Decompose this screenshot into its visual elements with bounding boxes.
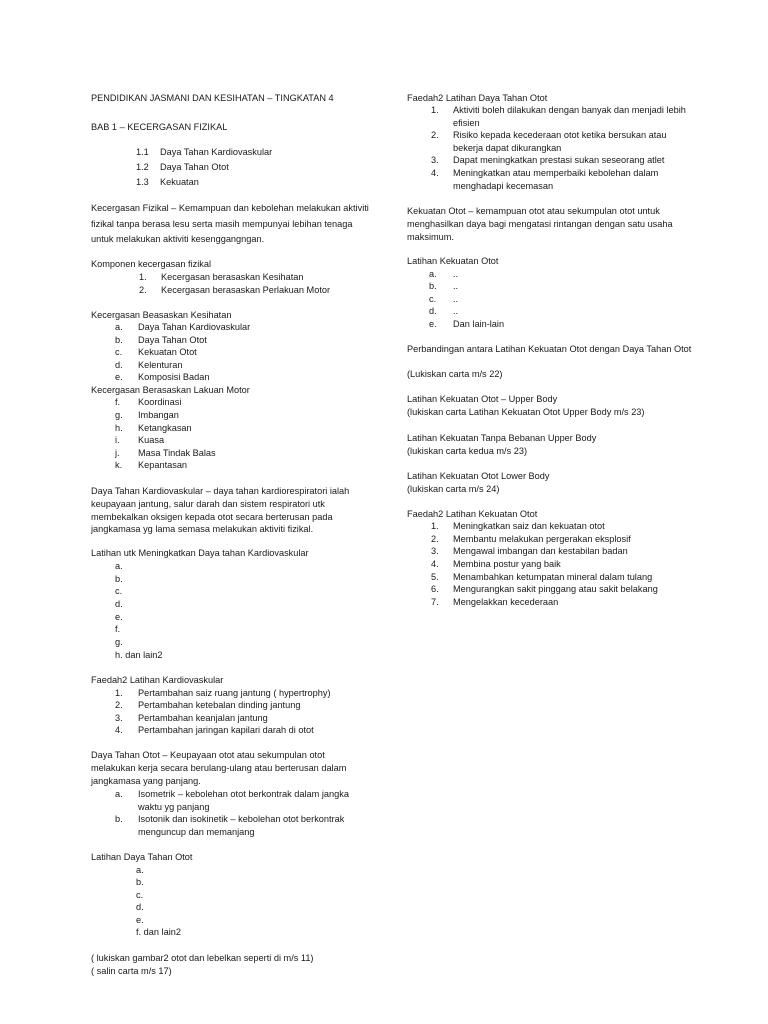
list-item: b. xyxy=(136,877,144,887)
section-heading: Faedah2 Latihan Daya Tahan Otot xyxy=(407,93,548,103)
list-item: Pertambahan jaringan kapilari darah di otot xyxy=(138,725,314,735)
list-number: c. xyxy=(115,347,123,357)
list-number: g. xyxy=(115,410,123,420)
list-item: Membantu melakukan pergerakan eksplosif xyxy=(453,534,631,544)
list-number: 1. xyxy=(115,688,123,698)
note: (Lukiskan carta m/s 22) xyxy=(407,369,503,379)
kardio-definition: Daya Tahan Kardiovaskular – daya tahan kardiorespiratori ialah keupayaan jantung, salur darah dan sistem respiratori utk membekalkan oksigen kepada otot secara berterusan pada jangkamasa yg lama semasa melakukan aktiviti fizikal. xyxy=(91,486,350,535)
section-heading: Latihan Kekuatan Otot Lower Body xyxy=(407,471,550,481)
list-number: 4. xyxy=(431,168,439,178)
list-number: 1. xyxy=(431,105,439,115)
section-heading: Faedah2 Latihan Kardiovaskular xyxy=(91,675,224,685)
otot-definition: Daya Tahan Otot – Keupayaan otot atau sekumpulan otot melakukan kerja secara berulang-ulang atau berterusan dalam jangkamasa yang panjang. xyxy=(91,750,347,786)
subtopic-item: Daya Tahan Kardiovaskular xyxy=(160,147,273,157)
list-item: f. xyxy=(115,624,121,634)
subtopic-item: Daya Tahan Otot xyxy=(160,162,229,172)
list-item: Mengelakkan kecederaan xyxy=(453,597,559,607)
list-number: 7. xyxy=(431,597,439,607)
kekuatan-definition: Kekuatan Otot – kemampuan otot atau sekumpulan otot untuk menghasilkan daya bagi mengatasi rintangan dengan satu usaha maksimum. xyxy=(407,206,673,242)
list-item: Pertambahan ketebalan dinding jantung xyxy=(138,700,301,710)
list-number: 6. xyxy=(431,584,439,594)
section-heading: Komponen kecergasan fizikal xyxy=(91,259,212,269)
list-item: Aktiviti boleh dilakukan dengan banyak dan menjadi lebih efisien xyxy=(453,105,686,128)
section-heading: Latihan Kekuatan Tanpa Bebanan Upper Body xyxy=(407,433,597,443)
list-number: f. xyxy=(115,397,121,407)
list-item: e. xyxy=(115,612,123,622)
list-number: a. xyxy=(429,269,437,279)
list-number: b. xyxy=(115,335,123,345)
list-item: f. dan lain2 xyxy=(136,927,181,937)
note: (lukiskan carta m/s 24) xyxy=(407,484,500,494)
list-item: g. xyxy=(115,637,123,647)
document-title: PENDIDIKAN JASMANI DAN KESIHATAN – TINGKATAN 4 xyxy=(91,93,334,103)
list-number: b. xyxy=(115,814,123,824)
list-number: a. xyxy=(115,322,123,332)
list-number: d. xyxy=(115,360,123,370)
list-number: 2. xyxy=(115,700,123,710)
kecergasan-definition: Kecergasan Fizikal – Kemampuan dan kebolehan melakukan aktiviti fizikal tanpa berasa lesu serta masih mempunyai lebihan tenaga untuk melakukan aktiviti kesenggangngan. xyxy=(91,203,369,244)
list-item: c. xyxy=(136,890,144,900)
section-heading: Latihan Daya Tahan Otot xyxy=(91,852,193,862)
list-number: 2. xyxy=(431,130,439,140)
list-item: Kekuatan Otot xyxy=(138,347,197,357)
list-item: a. xyxy=(115,561,123,571)
list-number: j. xyxy=(115,448,120,458)
list-number: 4. xyxy=(115,725,123,735)
section-heading: Latihan Kekuatan Otot – Upper Body xyxy=(407,394,558,404)
chapter-heading: BAB 1 – KECERGASAN FIZIKAL xyxy=(91,122,228,132)
list-item: Mengawal imbangan dan kestabilan badan xyxy=(453,546,628,556)
list-number: i. xyxy=(115,435,120,445)
section-heading: Kecergasan Beasaskan Kesihatan xyxy=(91,310,232,320)
list-number: 3. xyxy=(431,155,439,165)
list-item: Ketangkasan xyxy=(138,423,192,433)
list-item: Dapat meningkatkan prestasi sukan seseorang atlet xyxy=(453,155,665,165)
list-item: Membina postur yang baik xyxy=(453,559,561,569)
section-heading: Kecergasan Berasaskan Lakuan Motor xyxy=(91,385,250,395)
list-number: d. xyxy=(429,306,437,316)
list-item: Pertambahan keanjalan jantung xyxy=(138,713,268,723)
list-item: .. xyxy=(453,306,459,316)
list-number: k. xyxy=(115,460,123,470)
list-number: c. xyxy=(429,294,437,304)
subtopic-number: 1.1 xyxy=(136,147,149,157)
list-item: Kecergasan berasaskan Kesihatan xyxy=(161,272,304,282)
list-number: 5. xyxy=(431,572,439,582)
section-heading: Latihan Kekuatan Otot xyxy=(407,256,499,266)
list-item: Pertambahan saiz ruang jantung ( hypertrophy) xyxy=(138,688,331,698)
note: ( lukiskan gambar2 otot dan lebelkan seperti di m/s 11) xyxy=(91,953,314,963)
list-number: b. xyxy=(429,281,437,291)
list-item: h. dan lain2 xyxy=(115,650,163,660)
list-number: 3. xyxy=(115,713,123,723)
list-item: .. xyxy=(453,281,459,291)
list-item: d. xyxy=(115,599,123,609)
list-item: b. xyxy=(115,574,123,584)
list-number: a. xyxy=(115,789,123,799)
list-item: a. xyxy=(136,865,144,875)
note: (lukiskan carta kedua m/s 23) xyxy=(407,446,527,456)
list-item: Risiko kepada kecederaan otot ketika bersukan atau bekerja dapat dikurangkan xyxy=(453,130,667,153)
list-number: e. xyxy=(429,319,437,329)
list-number: 2. xyxy=(139,285,147,295)
list-item: Daya Tahan Kardiovaskular xyxy=(138,322,251,332)
list-item: Kepantasan xyxy=(138,460,188,470)
list-item: Kecergasan berasaskan Perlakuan Motor xyxy=(161,285,331,295)
list-number: 4. xyxy=(431,559,439,569)
list-item: .. xyxy=(453,294,459,304)
note: (lukiskan carta Latihan Kekuatan Otot Upper Body m/s 23) xyxy=(407,407,645,417)
subtopic-number: 1.3 xyxy=(136,177,149,187)
list-item: d. xyxy=(136,902,144,912)
note: ( salin carta m/s 17) xyxy=(91,966,172,976)
list-number: 1. xyxy=(139,272,147,282)
section-heading: Faedah2 Latihan Kekuatan Otot xyxy=(407,509,538,519)
list-number: 1. xyxy=(431,521,439,531)
list-item: e. xyxy=(136,915,144,925)
list-item: Kuasa xyxy=(138,435,165,445)
list-item: c. xyxy=(115,586,123,596)
list-item: Isotonik dan isokinetik – kebolehan otot berkontrak menguncup dan memanjang xyxy=(138,814,345,837)
list-item: Mengurangkan sakit pinggang atau sakit belakang xyxy=(453,584,658,594)
comparison-heading: Perbandingan antara Latihan Kekuatan Otot dengan Daya Tahan Otot xyxy=(407,344,692,354)
list-number: h. xyxy=(115,423,123,433)
list-item: .. xyxy=(453,269,459,279)
subtopic-number: 1.2 xyxy=(136,162,149,172)
list-item: Daya Tahan Otot xyxy=(138,335,207,345)
list-item: Menambahkan ketumpatan mineral dalam tulang xyxy=(453,572,653,582)
list-item: Kelenturan xyxy=(138,360,183,370)
list-item: Isometrik – kebolehan otot berkontrak dalam jangka waktu yg panjang xyxy=(138,789,349,812)
list-item: Koordinasi xyxy=(138,397,182,407)
list-item: Meningkatkan atau memperbaiki kebolehan dalam menghadapi kecemasan xyxy=(453,168,659,191)
list-number: e. xyxy=(115,372,123,382)
list-item: Komposisi Badan xyxy=(138,372,210,382)
section-heading: Latihan utk Meningkatkan Daya tahan Kardiovaskular xyxy=(91,548,309,558)
list-number: 2. xyxy=(431,534,439,544)
subtopic-item: Kekuatan xyxy=(160,177,199,187)
list-item: Imbangan xyxy=(138,410,179,420)
list-item: Dan lain-lain xyxy=(453,319,505,329)
list-number: 3. xyxy=(431,546,439,556)
list-item: Masa Tindak Balas xyxy=(138,448,216,458)
list-item: Meningkatkan saiz dan kekuatan otot xyxy=(453,521,605,531)
